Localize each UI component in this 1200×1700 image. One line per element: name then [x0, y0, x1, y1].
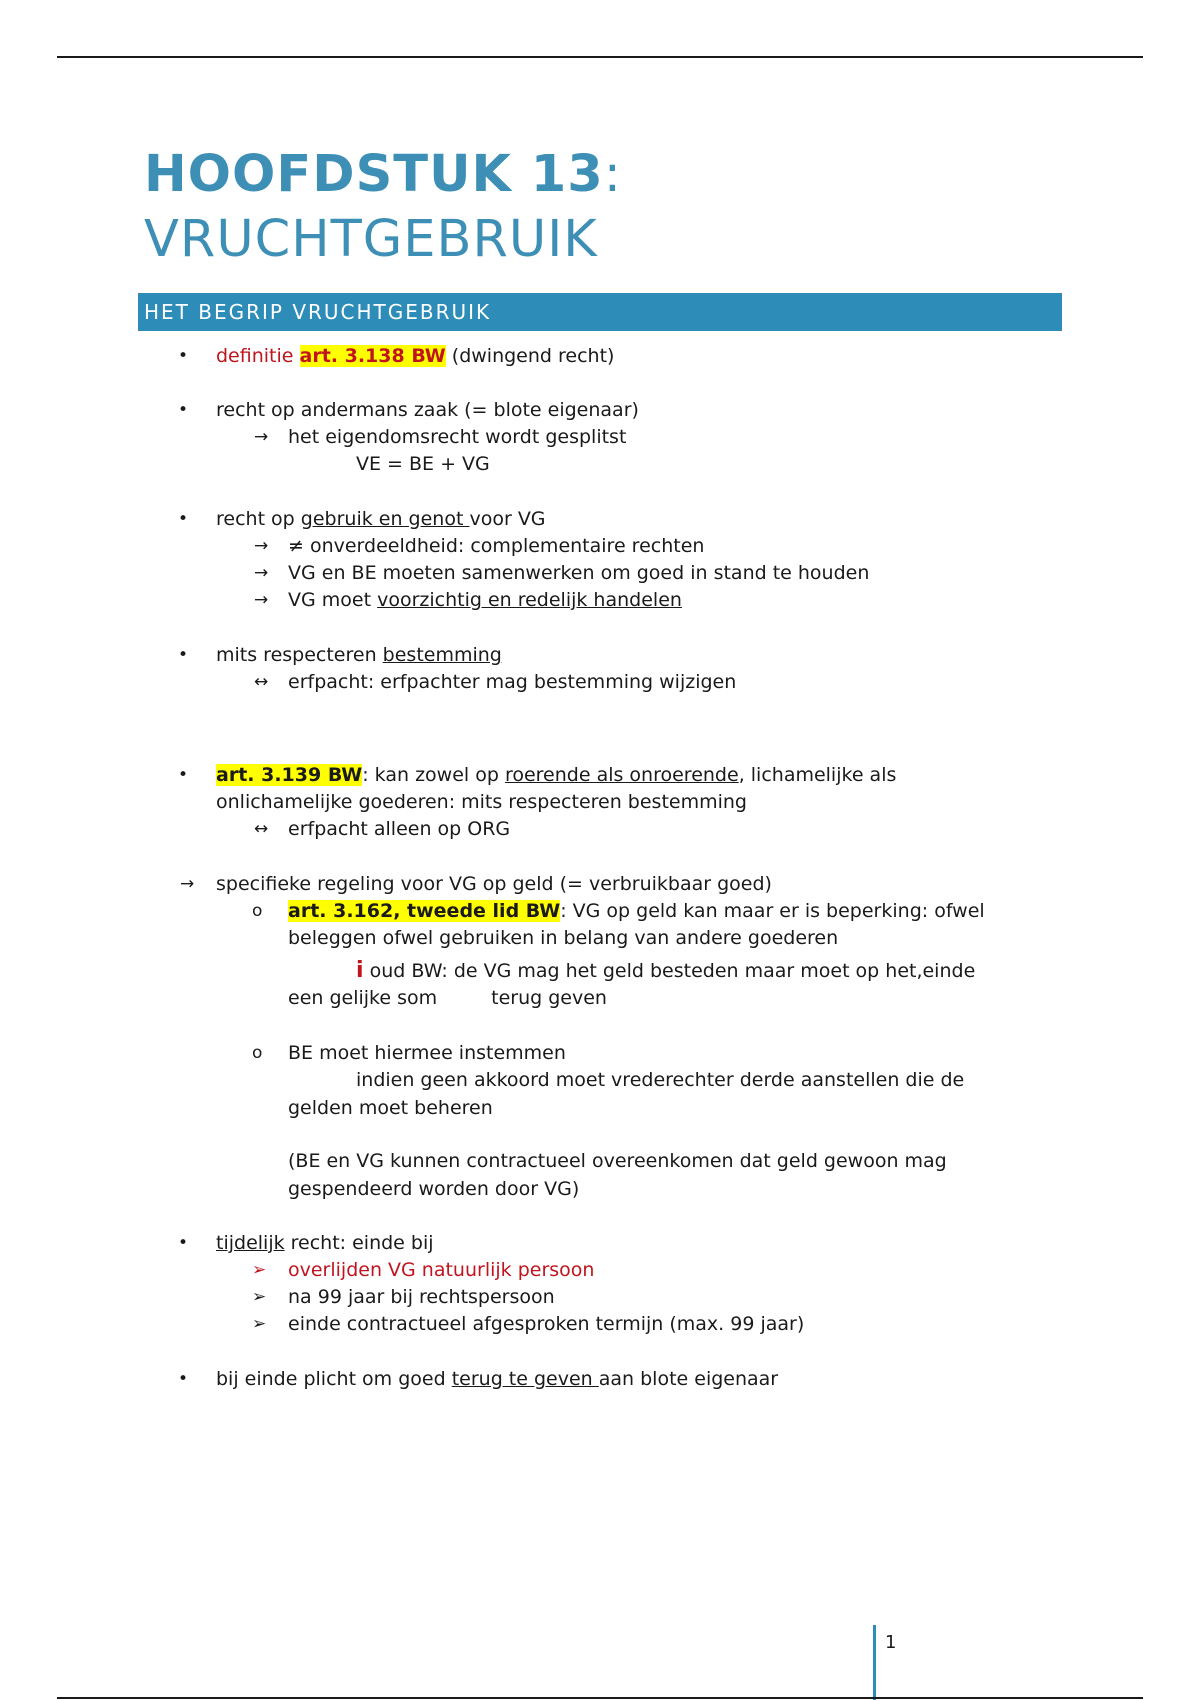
section-heading: HET BEGRIP VRUCHTGEBRUIK: [138, 293, 1062, 331]
sub-item: einde contractueel afgesproken termijn (max. 99 jaar): [288, 1313, 805, 1335]
info-icon: i: [356, 958, 364, 983]
title-line1: HOOFDSTUK 13: [144, 145, 604, 204]
title-colon: :: [603, 145, 622, 204]
arrow-marker: →: [180, 874, 195, 894]
bullet-marker: •: [178, 400, 189, 420]
sub-item-continuation: gelden moet beheren: [288, 1097, 493, 1119]
list-item-continuation: onlichamelijke goederen: mits respecteren bestemming: [216, 791, 747, 813]
chevron-marker: ➢: [252, 1287, 267, 1307]
list-item: definitie art. 3.138 BW (dwingend recht): [216, 345, 615, 367]
parenthetical-note: (BE en VG kunnen contractueel overeenkomen dat geld gewoon mag: [288, 1150, 947, 1172]
list-item: tijdelijk recht: einde bij: [216, 1232, 434, 1254]
article-ref: art. 3.138 BW: [299, 345, 446, 367]
circle-marker: o: [252, 1043, 263, 1063]
bullet-marker: •: [178, 1369, 189, 1389]
page-title: [144, 142, 622, 272]
title-line2: VRUCHTGEBRUIK: [144, 210, 598, 269]
arrow-marker: →: [254, 536, 269, 556]
sub-item: VG moet voorzichtig en redelijk handelen: [288, 589, 682, 611]
sub-item: art. 3.162, tweede lid BW: VG op geld kan maar er is beperking: ofwel: [288, 900, 985, 922]
list-item: recht op gebruik en genot voor VG: [216, 508, 546, 530]
list-item: specifieke regeling voor VG op geld (= verbruikbaar goed): [216, 873, 772, 895]
list-item: bij einde plicht om goed terug te geven aan blote eigenaar: [216, 1368, 779, 1390]
info-note-continuation: een gelijke som terug geven: [288, 987, 607, 1009]
sub-item: overlijden VG natuurlijk persoon: [288, 1259, 595, 1281]
arrow-marker: →: [254, 563, 269, 583]
formula: VE = BE + VG: [356, 453, 490, 475]
arrow-marker: →: [254, 590, 269, 610]
sub-item: VG en BE moeten samenwerken om goed in stand te houden: [288, 562, 870, 584]
sub-item-continuation: beleggen ofwel gebruiken in belang van andere goederen: [288, 927, 839, 949]
bullet-marker: •: [178, 509, 189, 529]
arrow-marker: →: [254, 427, 269, 447]
sub-item: erfpacht: erfpachter mag bestemming wijzigen: [288, 671, 737, 693]
sub-item-continuation: indien geen akkoord moet vrederechter derde aanstellen die de: [356, 1069, 965, 1091]
sub-item: BE moet hiermee instemmen: [288, 1042, 566, 1064]
info-note: i oud BW: de VG mag het geld besteden maar moet op het,einde: [356, 958, 976, 983]
article-ref: art. 3.139 BW: [216, 764, 363, 786]
sub-item: ≠ onverdeeldheid: complementaire rechten: [288, 535, 705, 557]
bullet-marker: •: [178, 1233, 189, 1253]
circle-marker: o: [252, 901, 263, 921]
sub-item: het eigendomsrecht wordt gesplitst: [288, 426, 627, 448]
article-ref: art. 3.162, tweede lid BW: [288, 900, 561, 922]
bottom-rule: [57, 1697, 1143, 1699]
bullet-marker: •: [178, 645, 189, 665]
list-item: art. 3.139 BW: kan zowel op roerende als onroerende, lichamelijke als: [216, 764, 897, 786]
sub-item: na 99 jaar bij rechtspersoon: [288, 1286, 555, 1308]
chevron-marker: ➢: [252, 1260, 267, 1280]
top-rule: [57, 56, 1143, 58]
bullet-marker: •: [178, 765, 189, 785]
page-number: 1: [885, 1632, 897, 1653]
list-item: mits respecteren bestemming: [216, 644, 502, 666]
chevron-marker: ➢: [252, 1314, 267, 1334]
list-item: recht op andermans zaak (= blote eigenaar): [216, 399, 639, 421]
biarrow-marker: ↔: [254, 672, 269, 692]
parenthetical-note: gespendeerd worden door VG): [288, 1178, 580, 1200]
page-number-bar: [873, 1625, 876, 1700]
sub-item: erfpacht alleen op ORG: [288, 818, 511, 840]
biarrow-marker: ↔: [254, 819, 269, 839]
bullet-marker: •: [178, 346, 189, 366]
